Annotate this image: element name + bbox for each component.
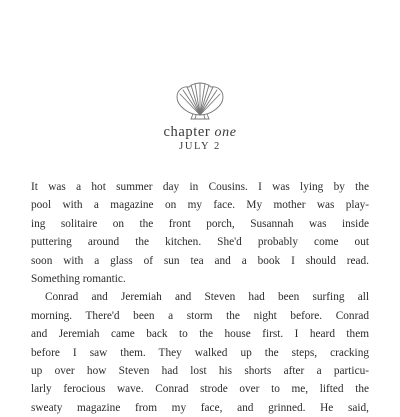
body-text	[31, 178, 369, 417]
text-line: puttering around the kitchen. She'd probably come out	[31, 236, 369, 249]
text-line: sweaty magazine from my face, and grinned. He said,	[31, 401, 369, 414]
chapter-date: JULY 2	[179, 141, 221, 152]
text-line: soon with a glass of sun tea and a book I should read.	[31, 254, 369, 267]
text-line: up over how Steven had lost his shorts after a particu-	[31, 364, 369, 377]
text-line: Something romantic.	[31, 272, 126, 285]
paragraph-2	[31, 288, 369, 417]
text-line: and Jeremiah came back to the house first. I heard them	[31, 328, 369, 341]
text-line: larly ferocious wave. Conrad strode over to me, lifted the	[31, 383, 369, 396]
chapter-label: chapter	[163, 124, 211, 140]
text-line: Conrad and Jeremiah and Steven had been surfing all	[45, 291, 369, 304]
text-line: before I saw them. They walked up the steps, cracking	[31, 346, 369, 359]
text-line: pool with a magazine on my face. My mother was play-	[31, 199, 369, 212]
paragraph-1	[31, 178, 369, 288]
scallop-shell-icon	[171, 82, 229, 122]
text-line: It was a hot summer day in Cousins. I was lying by the	[31, 181, 369, 193]
chapter-heading	[0, 124, 400, 141]
text-line: morning. There'd been a storm the night before. Conrad	[31, 309, 369, 322]
chapter-number: one	[214, 125, 237, 140]
text-line: ing solitaire on the front porch, Susannah was inside	[31, 217, 369, 230]
